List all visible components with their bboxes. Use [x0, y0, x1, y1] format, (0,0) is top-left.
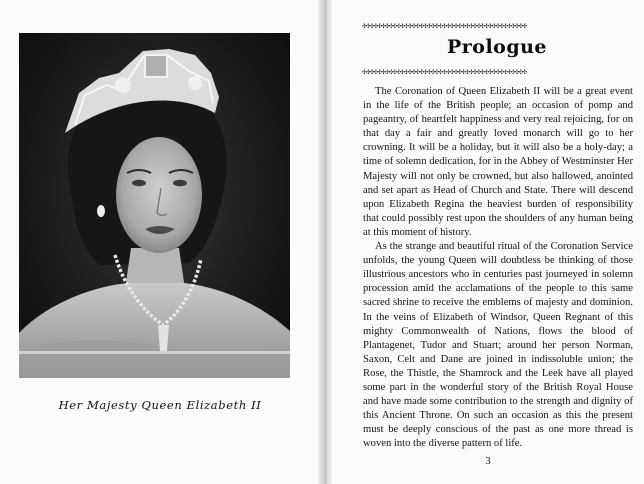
portrait-illustration [19, 33, 290, 378]
ornament-rule-top: ✣✣✣✣✣✣✣✣✣✣✣✣✣✣✣✣✣✣✣✣✣✣✣✣✣✣✣✣✣✣✣✣✣✣✣✣✣✣✣✣✣✣✣ [362, 22, 527, 30]
paragraph: As the strange and beautiful ritual of the Coronation Service unfolds, the young Queen will doubtless be thinking of those illustrious ancestors who in centuries past journeyed in solemn procession amid the acclamations of the people to this same sacred shrine to receive the emblems of majesty and dominion. In the veins of Elizabeth of Windsor, Queen Regnant of this mighty Commonwealth of Nations, flows the blood of Plantagenet, Tudor and Stuart; around her person Norman, Saxon, Celt and Dane are joined in indissoluble union; the Rose, the Thistle, the Shamrock and the Leek have all played some part in the wonderful story of the British Royal House and have made some contribution to the strength and dignity of this Ancient Throne. On such an occasion as this the present must be deeply conscious of the past as one more thread is woven into the diverse pattern of life. [363, 241, 633, 450]
paragraph: The Coronation of Queen Elizabeth II will be a great event in the life of the British people; an occasion of pomp and pageantry, of heartfelt happiness and very real rejoicing, for on that day a fair and greatly loved monarch will go to her crowning. It will be a holiday, but it will also be a holy-day; a time of solemn dedication, for in the Abbey of Westminster Her Majesty will not only be crowned, but also hallowed, anointed and set apart as Head of Church and State. There will descend upon Elizabeth Regina the heaviest burden of responsibility that could possibly rest upon the shoulders of any human being at this moment of history. [363, 86, 633, 238]
chapter-heading: Prologue [446, 36, 548, 58]
right-page [332, 0, 644, 484]
left-page [0, 0, 320, 484]
portrait-caption: Her Majesty Queen Elizabeth II [58, 398, 262, 412]
page-number: 3 [485, 456, 491, 467]
ornament-rule-bottom: ✣✣✣✣✣✣✣✣✣✣✣✣✣✣✣✣✣✣✣✣✣✣✣✣✣✣✣✣✣✣✣✣✣✣✣✣✣✣✣✣✣✣✣ [362, 68, 527, 76]
book-gutter [318, 0, 332, 484]
queen-portrait-photo [19, 33, 290, 378]
body-text [363, 85, 633, 451]
